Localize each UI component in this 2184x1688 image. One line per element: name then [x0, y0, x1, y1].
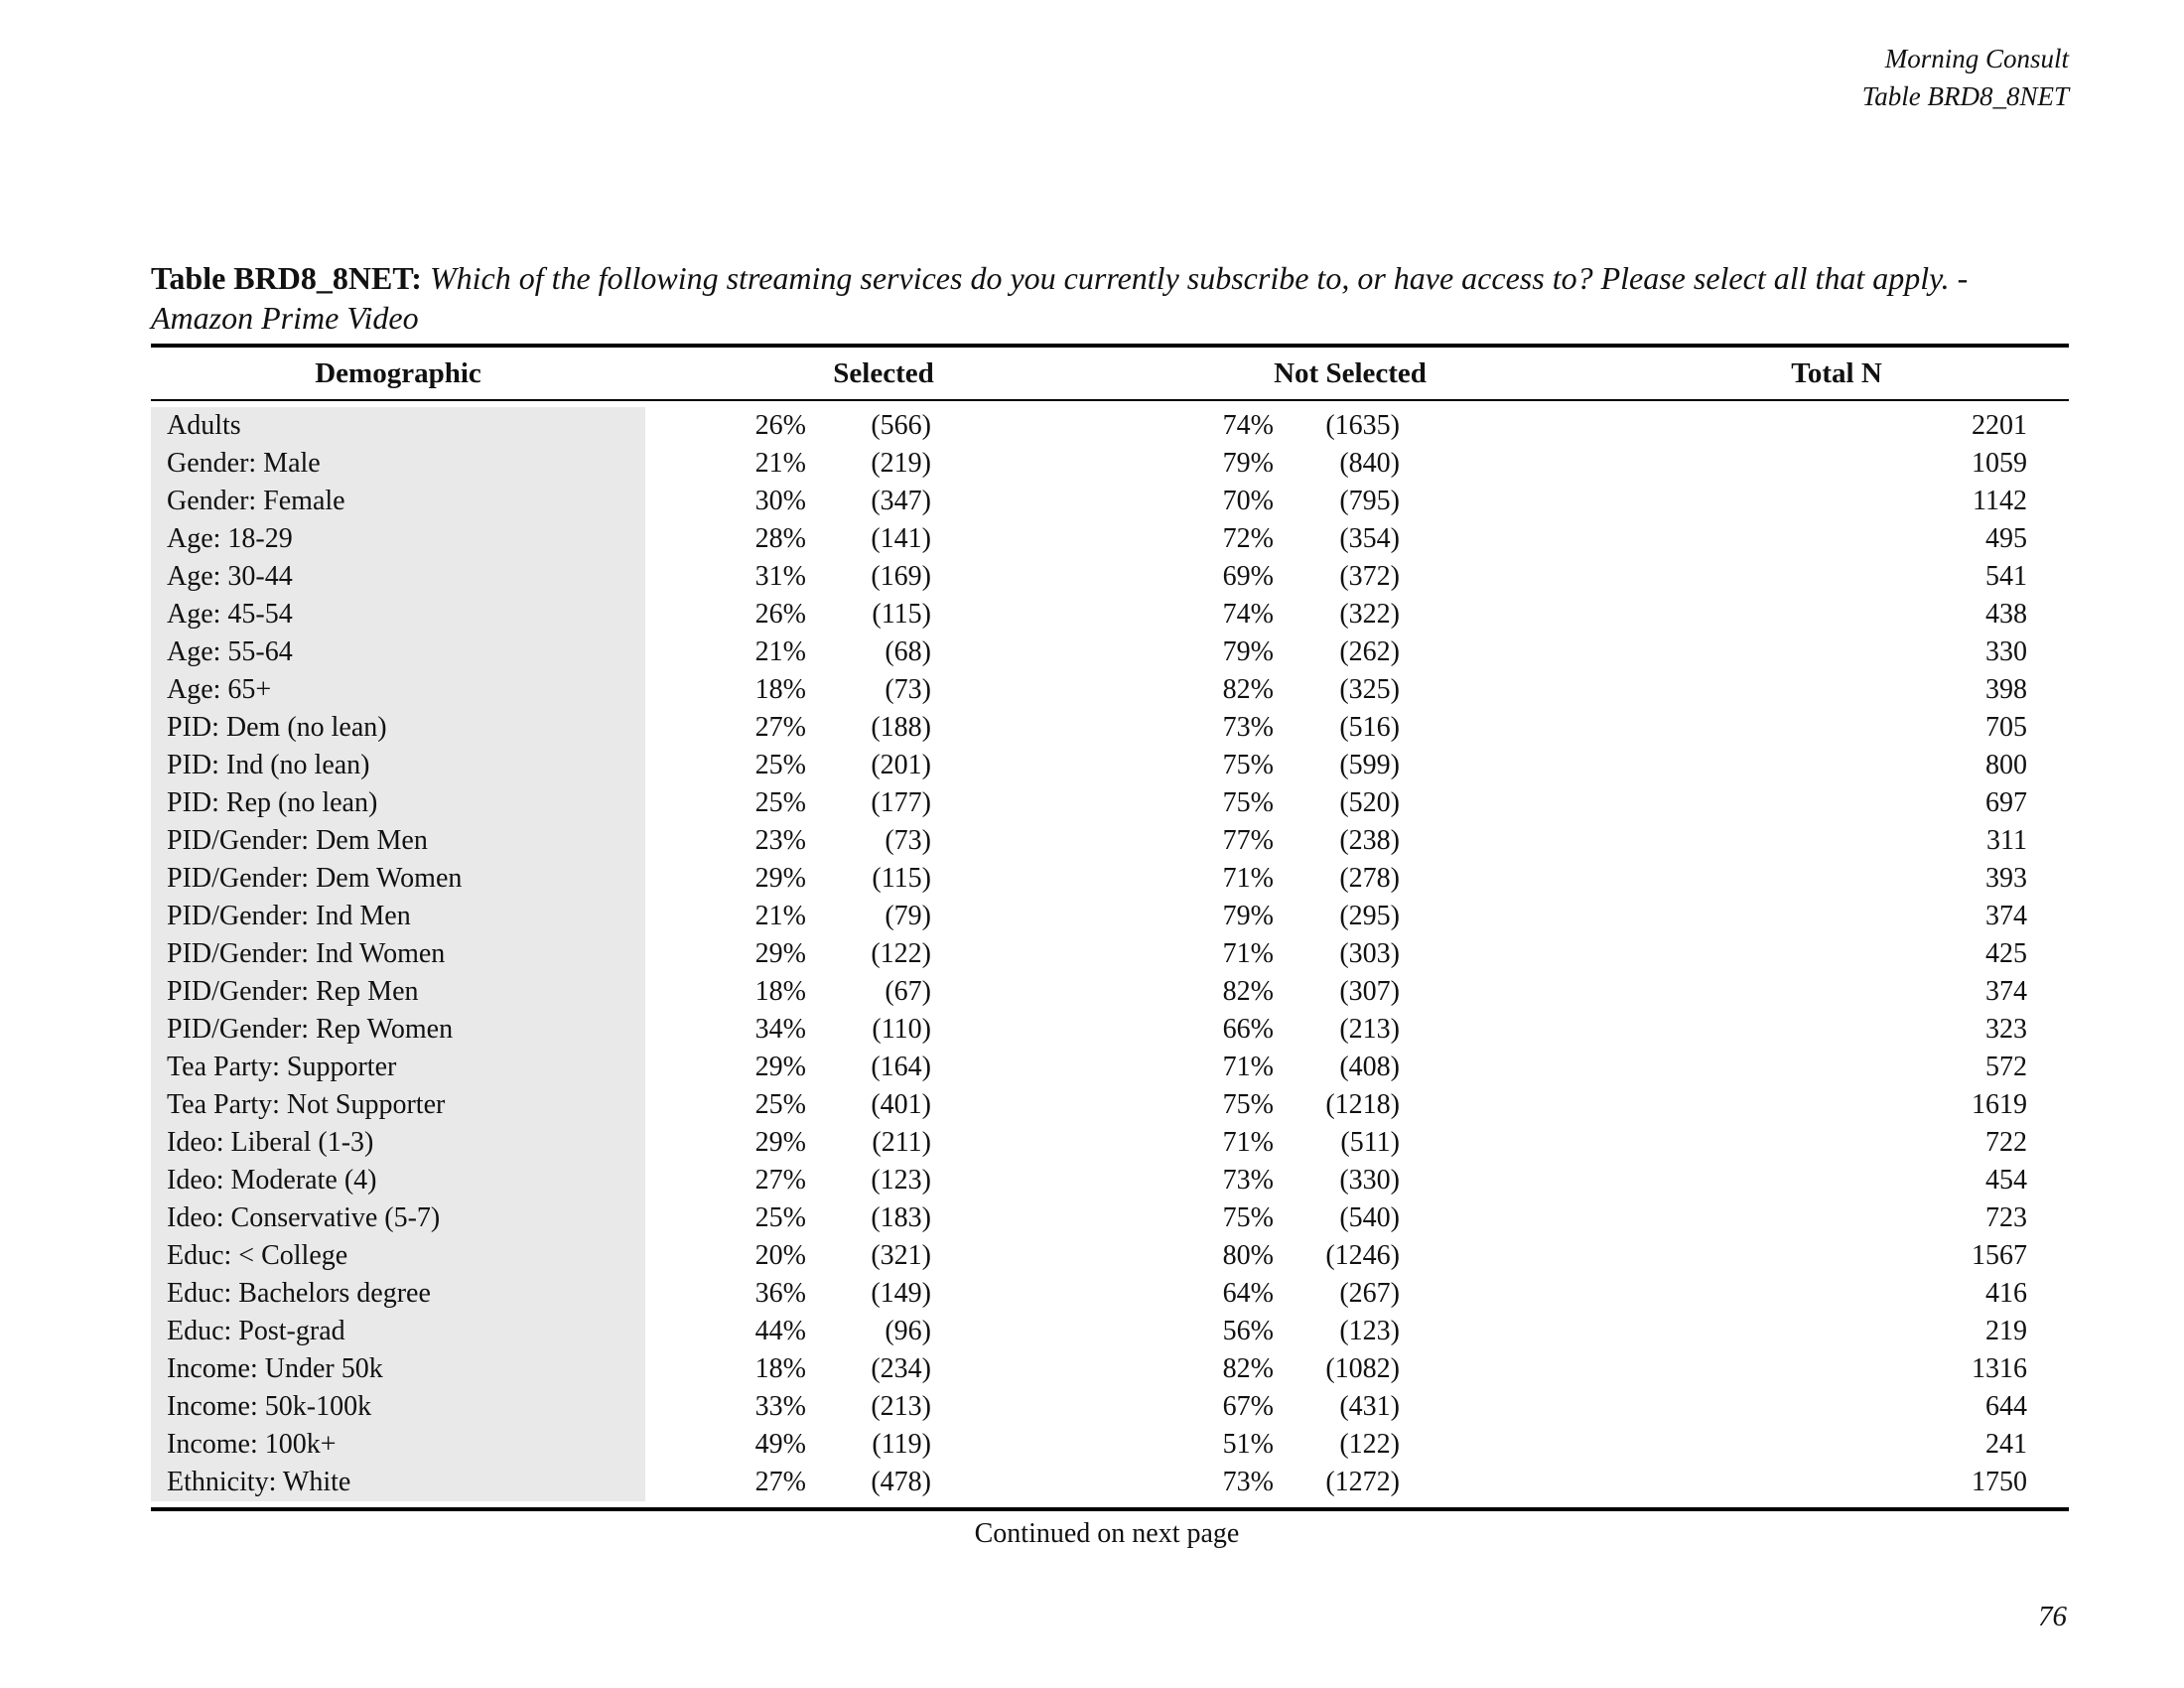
not-selected-n-cell: (1635)	[1325, 410, 1400, 441]
table-top-rule	[151, 344, 2069, 348]
total-n-cell: 723	[1985, 1202, 2027, 1233]
table-row	[0, 898, 2184, 935]
table-row	[0, 747, 2184, 784]
total-n-cell: 330	[1985, 636, 2027, 667]
selected-pct-cell: 27%	[754, 1165, 806, 1196]
total-n-cell: 697	[1985, 787, 2027, 818]
table-row	[0, 1124, 2184, 1162]
selected-n-cell: (188)	[871, 712, 931, 743]
demographic-cell: PID/Gender: Rep Men	[167, 976, 419, 1007]
selected-pct-cell: 33%	[754, 1391, 806, 1422]
not-selected-pct-cell: 74%	[1222, 410, 1274, 441]
not-selected-n-cell: (1246)	[1325, 1240, 1400, 1271]
demographic-cell: Income: 50k-100k	[167, 1391, 372, 1422]
total-n-cell: 425	[1985, 938, 2027, 969]
selected-n-cell: (169)	[871, 561, 931, 592]
table-row	[0, 1199, 2184, 1237]
demographic-cell: Gender: Female	[167, 486, 345, 516]
demographic-cell: Educ: Bachelors degree	[167, 1278, 431, 1309]
demographic-cell: PID/Gender: Dem Women	[167, 863, 463, 894]
total-n-cell: 705	[1985, 712, 2027, 743]
not-selected-pct-cell: 73%	[1222, 1467, 1274, 1497]
table-row	[0, 1275, 2184, 1313]
not-selected-pct-cell: 51%	[1222, 1429, 1274, 1460]
not-selected-n-cell: (267)	[1339, 1278, 1400, 1309]
not-selected-pct-cell: 71%	[1222, 863, 1274, 894]
not-selected-pct-cell: 71%	[1222, 938, 1274, 969]
table-row	[0, 1011, 2184, 1049]
selected-pct-cell: 29%	[754, 863, 806, 894]
selected-n-cell: (67)	[885, 976, 931, 1007]
selected-pct-cell: 29%	[754, 1052, 806, 1082]
not-selected-n-cell: (262)	[1339, 636, 1400, 667]
selected-pct-cell: 21%	[754, 636, 806, 667]
not-selected-n-cell: (540)	[1339, 1202, 1400, 1233]
table-row	[0, 973, 2184, 1011]
not-selected-n-cell: (511)	[1340, 1127, 1400, 1158]
not-selected-n-cell: (1272)	[1325, 1467, 1400, 1497]
not-selected-n-cell: (354)	[1339, 523, 1400, 554]
selected-pct-cell: 28%	[754, 523, 806, 554]
not-selected-pct-cell: 75%	[1222, 1089, 1274, 1120]
table-row	[0, 1388, 2184, 1426]
selected-pct-cell: 26%	[754, 599, 806, 630]
not-selected-pct-cell: 69%	[1222, 561, 1274, 592]
demographic-cell: Adults	[167, 410, 241, 441]
not-selected-n-cell: (599)	[1339, 750, 1400, 780]
total-n-cell: 1059	[1972, 448, 2027, 479]
demographic-cell: PID/Gender: Ind Men	[167, 901, 411, 931]
selected-pct-cell: 18%	[754, 976, 806, 1007]
selected-pct-cell: 25%	[754, 1089, 806, 1120]
not-selected-pct-cell: 75%	[1222, 750, 1274, 780]
not-selected-pct-cell: 71%	[1222, 1052, 1274, 1082]
total-n-cell: 416	[1985, 1278, 2027, 1309]
selected-n-cell: (79)	[885, 901, 931, 931]
not-selected-pct-cell: 72%	[1222, 523, 1274, 554]
not-selected-pct-cell: 79%	[1222, 636, 1274, 667]
total-n-cell: 541	[1985, 561, 2027, 592]
selected-n-cell: (149)	[871, 1278, 931, 1309]
selected-n-cell: (211)	[872, 1127, 931, 1158]
demographic-cell: Age: 55-64	[167, 636, 293, 667]
demographic-cell: PID: Dem (no lean)	[167, 712, 387, 743]
total-n-cell: 438	[1985, 599, 2027, 630]
header-table-id: Table BRD8_8NET	[1861, 81, 2069, 111]
selected-pct-cell: 30%	[754, 486, 806, 516]
column-header-not-selected: Not Selected	[1274, 357, 1427, 389]
table-row	[0, 445, 2184, 483]
selected-n-cell: (68)	[885, 636, 931, 667]
not-selected-pct-cell: 73%	[1222, 1165, 1274, 1196]
selected-pct-cell: 25%	[754, 750, 806, 780]
selected-n-cell: (478)	[871, 1467, 931, 1497]
not-selected-pct-cell: 67%	[1222, 1391, 1274, 1422]
table-row	[0, 822, 2184, 860]
demographic-cell: PID: Rep (no lean)	[167, 787, 378, 818]
demographic-cell: PID/Gender: Ind Women	[167, 938, 446, 969]
table-row	[0, 1237, 2184, 1275]
not-selected-n-cell: (303)	[1339, 938, 1400, 969]
total-n-cell: 311	[1986, 825, 2027, 856]
table-row	[0, 784, 2184, 822]
not-selected-pct-cell: 79%	[1222, 448, 1274, 479]
total-n-cell: 398	[1985, 674, 2027, 705]
table-row	[0, 633, 2184, 671]
not-selected-n-cell: (372)	[1339, 561, 1400, 592]
demographic-cell: Educ: < College	[167, 1240, 348, 1271]
continued-note: Continued on next page	[974, 1518, 1240, 1549]
table-row	[0, 596, 2184, 633]
not-selected-pct-cell: 75%	[1222, 787, 1274, 818]
total-n-cell: 644	[1985, 1391, 2027, 1422]
selected-n-cell: (164)	[871, 1052, 931, 1082]
total-n-cell: 800	[1985, 750, 2027, 780]
demographic-cell: Age: 30-44	[167, 561, 293, 592]
not-selected-n-cell: (520)	[1339, 787, 1400, 818]
demographic-cell: Ideo: Moderate (4)	[167, 1165, 377, 1196]
header-org: Morning Consult	[1884, 44, 2069, 73]
demographic-cell: Ideo: Conservative (5-7)	[167, 1202, 441, 1233]
selected-n-cell: (141)	[871, 523, 931, 554]
table-row	[0, 558, 2184, 596]
caption-label: Table BRD8_8NET:	[151, 260, 422, 296]
selected-pct-cell: 21%	[754, 448, 806, 479]
not-selected-pct-cell: 80%	[1222, 1240, 1274, 1271]
table-row	[0, 1350, 2184, 1388]
total-n-cell: 495	[1985, 523, 2027, 554]
caption-question: Which of the following streaming services do you currently subscribe to, or have access to? Please select all that apply. - Amazon Prime Video	[151, 260, 1969, 336]
total-n-cell: 1567	[1972, 1240, 2027, 1271]
not-selected-pct-cell: 73%	[1222, 712, 1274, 743]
selected-pct-cell: 21%	[754, 901, 806, 931]
not-selected-n-cell: (307)	[1339, 976, 1400, 1007]
selected-pct-cell: 49%	[754, 1429, 806, 1460]
demographic-cell: PID/Gender: Rep Women	[167, 1014, 454, 1045]
table-row	[0, 1464, 2184, 1501]
demographic-cell: Age: 45-54	[167, 599, 293, 630]
table-row	[0, 483, 2184, 520]
not-selected-n-cell: (1082)	[1325, 1353, 1400, 1384]
selected-n-cell: (122)	[871, 938, 931, 969]
total-n-cell: 323	[1985, 1014, 2027, 1045]
total-n-cell: 393	[1985, 863, 2027, 894]
demographic-cell: Ideo: Liberal (1-3)	[167, 1127, 374, 1158]
not-selected-n-cell: (325)	[1339, 674, 1400, 705]
total-n-cell: 1142	[1973, 486, 2027, 516]
selected-n-cell: (73)	[885, 825, 931, 856]
not-selected-pct-cell: 82%	[1222, 976, 1274, 1007]
demographic-cell: Tea Party: Supporter	[167, 1052, 397, 1082]
not-selected-n-cell: (840)	[1339, 448, 1400, 479]
table-row	[0, 1049, 2184, 1086]
not-selected-pct-cell: 82%	[1222, 1353, 1274, 1384]
selected-pct-cell: 29%	[754, 938, 806, 969]
table-row	[0, 709, 2184, 747]
not-selected-n-cell: (795)	[1339, 486, 1400, 516]
page-number: 76	[2038, 1601, 2067, 1632]
total-n-cell: 241	[1985, 1429, 2027, 1460]
selected-pct-cell: 34%	[754, 1014, 806, 1045]
total-n-cell: 1750	[1972, 1467, 2027, 1497]
selected-n-cell: (73)	[885, 674, 931, 705]
not-selected-pct-cell: 74%	[1222, 599, 1274, 630]
demographic-cell: Age: 65+	[167, 674, 272, 705]
total-n-cell: 722	[1985, 1127, 2027, 1158]
column-header-demographic: Demographic	[315, 357, 481, 389]
not-selected-pct-cell: 64%	[1222, 1278, 1274, 1309]
selected-pct-cell: 25%	[754, 1202, 806, 1233]
demographic-cell: Income: 100k+	[167, 1429, 337, 1460]
selected-n-cell: (219)	[871, 448, 931, 479]
table-body	[0, 407, 2184, 1501]
demographic-cell: Age: 18-29	[167, 523, 293, 554]
selected-pct-cell: 18%	[754, 1353, 806, 1384]
not-selected-n-cell: (238)	[1339, 825, 1400, 856]
not-selected-pct-cell: 82%	[1222, 674, 1274, 705]
not-selected-n-cell: (213)	[1339, 1014, 1400, 1045]
selected-n-cell: (177)	[871, 787, 931, 818]
not-selected-n-cell: (1218)	[1325, 1089, 1400, 1120]
table-row	[0, 407, 2184, 445]
not-selected-n-cell: (408)	[1339, 1052, 1400, 1082]
table-row	[0, 1162, 2184, 1199]
not-selected-pct-cell: 77%	[1222, 825, 1274, 856]
selected-n-cell: (183)	[871, 1202, 931, 1233]
selected-pct-cell: 20%	[754, 1240, 806, 1271]
demographic-cell: Gender: Male	[167, 448, 321, 479]
table-row	[0, 671, 2184, 709]
not-selected-n-cell: (122)	[1339, 1429, 1400, 1460]
demographic-cell: PID/Gender: Dem Men	[167, 825, 428, 856]
page-header	[1862, 40, 2069, 115]
not-selected-n-cell: (123)	[1339, 1316, 1400, 1346]
not-selected-n-cell: (295)	[1339, 901, 1400, 931]
selected-n-cell: (234)	[871, 1353, 931, 1384]
demographic-cell: PID: Ind (no lean)	[167, 750, 370, 780]
selected-n-cell: (110)	[872, 1014, 931, 1045]
demographic-cell: Tea Party: Not Supporter	[167, 1089, 446, 1120]
selected-n-cell: (96)	[885, 1316, 931, 1346]
total-n-cell: 219	[1985, 1316, 2027, 1346]
selected-pct-cell: 31%	[754, 561, 806, 592]
selected-pct-cell: 18%	[754, 674, 806, 705]
selected-n-cell: (401)	[871, 1089, 931, 1120]
selected-n-cell: (213)	[871, 1391, 931, 1422]
not-selected-pct-cell: 66%	[1222, 1014, 1274, 1045]
demographic-cell: Ethnicity: White	[167, 1467, 351, 1497]
selected-n-cell: (123)	[871, 1165, 931, 1196]
table-row	[0, 520, 2184, 558]
not-selected-pct-cell: 56%	[1222, 1316, 1274, 1346]
selected-pct-cell: 23%	[754, 825, 806, 856]
not-selected-n-cell: (322)	[1339, 599, 1400, 630]
selected-n-cell: (119)	[872, 1429, 931, 1460]
total-n-cell: 1316	[1972, 1353, 2027, 1384]
column-header-total-n: Total N	[1791, 357, 1882, 389]
table-caption	[151, 258, 2069, 338]
demographic-cell: Educ: Post-grad	[167, 1316, 345, 1346]
selected-pct-cell: 29%	[754, 1127, 806, 1158]
total-n-cell: 2201	[1972, 410, 2027, 441]
selected-pct-cell: 26%	[754, 410, 806, 441]
table-row	[0, 1313, 2184, 1350]
total-n-cell: 1619	[1972, 1089, 2027, 1120]
total-n-cell: 454	[1985, 1165, 2027, 1196]
total-n-cell: 572	[1985, 1052, 2027, 1082]
selected-n-cell: (115)	[872, 599, 931, 630]
total-n-cell: 374	[1985, 976, 2027, 1007]
demographic-cell: Income: Under 50k	[167, 1353, 383, 1384]
selected-n-cell: (321)	[871, 1240, 931, 1271]
table-row	[0, 1086, 2184, 1124]
selected-pct-cell: 36%	[754, 1278, 806, 1309]
not-selected-pct-cell: 70%	[1222, 486, 1274, 516]
not-selected-n-cell: (516)	[1339, 712, 1400, 743]
not-selected-n-cell: (431)	[1339, 1391, 1400, 1422]
table-row	[0, 935, 2184, 973]
selected-pct-cell: 25%	[754, 787, 806, 818]
selected-n-cell: (566)	[871, 410, 931, 441]
not-selected-pct-cell: 79%	[1222, 901, 1274, 931]
table-bottom-rule	[151, 1507, 2069, 1511]
selected-n-cell: (347)	[871, 486, 931, 516]
selected-n-cell: (201)	[871, 750, 931, 780]
selected-pct-cell: 44%	[754, 1316, 806, 1346]
table-row	[0, 860, 2184, 898]
not-selected-n-cell: (278)	[1339, 863, 1400, 894]
selected-pct-cell: 27%	[754, 712, 806, 743]
column-header-selected: Selected	[833, 357, 934, 389]
selected-pct-cell: 27%	[754, 1467, 806, 1497]
table-row	[0, 1426, 2184, 1464]
not-selected-pct-cell: 75%	[1222, 1202, 1274, 1233]
header-rule	[151, 399, 2069, 401]
selected-n-cell: (115)	[872, 863, 931, 894]
not-selected-pct-cell: 71%	[1222, 1127, 1274, 1158]
not-selected-n-cell: (330)	[1339, 1165, 1400, 1196]
total-n-cell: 374	[1985, 901, 2027, 931]
